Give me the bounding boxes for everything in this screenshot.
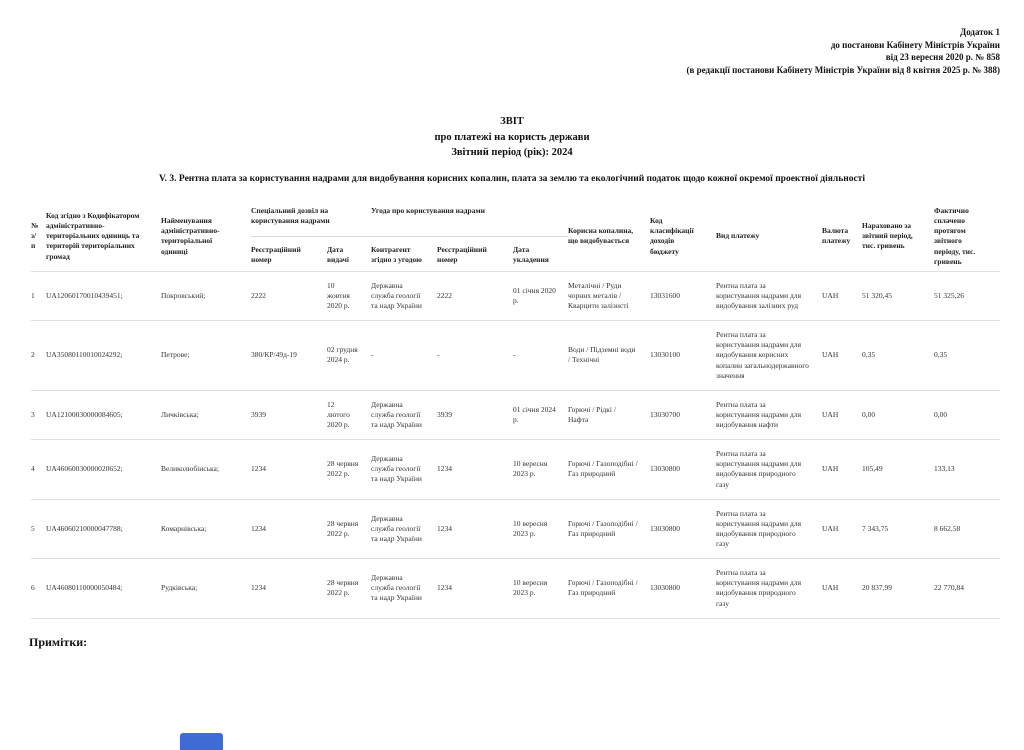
- cell-agr-reg: 1234: [437, 499, 513, 559]
- cell-accrued: 51 320,45: [862, 271, 934, 320]
- cell-mineral: Горючі / Газоподібні / Газ природний: [568, 559, 650, 619]
- appendix-line: від 23 вересня 2020 р. № 858: [885, 52, 1000, 63]
- cell-mineral: Горючі / Рідкі / Нафта: [568, 390, 650, 439]
- cell-accrued: 7 343,75: [862, 499, 934, 559]
- cell-permit-reg: 3939: [251, 390, 327, 439]
- cell-kat-code: UA46060030000020652;: [46, 440, 161, 500]
- col-header-agr-party: Контрагент згідно з угодою: [371, 245, 422, 265]
- cell-num: 3: [31, 390, 46, 439]
- cell-payment-type: Рентна плата за користування надрами для видобування нафти: [716, 390, 822, 439]
- cell-admin-name: Личківська;: [161, 390, 251, 439]
- cell-permit-reg: 1234: [251, 440, 327, 500]
- cell-budget-code: 13030100: [650, 321, 716, 391]
- cell-budget-code: 13030800: [650, 499, 716, 559]
- cell-agr-party: Державна служба геології та надр України: [371, 390, 437, 439]
- cell-payment-type: Рентна плата за користування надрами для видобування залізних руд: [716, 271, 822, 320]
- table-row: [31, 440, 1000, 500]
- cell-kat-code: UA12100030000084605;: [46, 390, 161, 439]
- cell-kat-code: UA46060210000047788;: [46, 499, 161, 559]
- col-header-permit-reg: Реєстраційний номер: [251, 245, 301, 265]
- cell-agr-date: 10 вересня 2023 р.: [513, 499, 568, 559]
- cell-budget-code: 13030800: [650, 440, 716, 500]
- table-row: [31, 499, 1000, 559]
- cell-agr-reg: 2222: [437, 271, 513, 320]
- cell-mineral: Металічні / Руди чорних металів / Кварцити залізисті: [568, 271, 650, 320]
- cell-mineral: Горючі / Газоподібні / Газ природний: [568, 440, 650, 500]
- cell-agr-reg: 1234: [437, 440, 513, 500]
- cell-kat-code: UA12060170010439451;: [46, 271, 161, 320]
- appendix-block: [0, 26, 1000, 76]
- cell-permit-reg: 1234: [251, 499, 327, 559]
- table-body: [31, 271, 1000, 618]
- cell-agr-party: Державна служба геології та надр України: [371, 271, 437, 320]
- col-header-admin-name: Найменування адміністративно-територіальної одиниці: [161, 216, 220, 256]
- cell-accrued: 20 837,99: [862, 559, 934, 619]
- cell-agr-party: Державна служба геології та надр України: [371, 440, 437, 500]
- cell-kat-code: UA46080110000050484;: [46, 559, 161, 619]
- cell-agr-date: 01 січня 2020 р.: [513, 271, 568, 320]
- cell-admin-name: Покровський;: [161, 271, 251, 320]
- cell-agr-date: 10 вересня 2023 р.: [513, 559, 568, 619]
- cell-admin-name: Рудківська;: [161, 559, 251, 619]
- cell-accrued: 0,00: [862, 390, 934, 439]
- cell-paid: 133,13: [934, 440, 1000, 500]
- cell-budget-code: 13031600: [650, 271, 716, 320]
- table-row: [31, 559, 1000, 619]
- col-header-accrued: Нараховано за звітний період, тис. гривень: [862, 221, 913, 251]
- cell-num: 5: [31, 499, 46, 559]
- table-row: [31, 321, 1000, 391]
- col-header-agr-reg: Реєстраційний номер: [437, 245, 487, 265]
- table-row: [31, 390, 1000, 439]
- cell-admin-name: Комарнівська;: [161, 499, 251, 559]
- cell-permit-reg: 1234: [251, 559, 327, 619]
- cell-admin-name: Великолюбінська;: [161, 440, 251, 500]
- cell-paid: 0,35: [934, 321, 1000, 391]
- cell-admin-name: Петрове;: [161, 321, 251, 391]
- cell-paid: 22 770,84: [934, 559, 1000, 619]
- cell-agr-reg: -: [437, 321, 513, 391]
- report-title-line: Звітний період (рік): 2024: [451, 146, 573, 158]
- cell-agr-reg: 3939: [437, 390, 513, 439]
- cell-num: 6: [31, 559, 46, 619]
- cell-currency: UAH: [822, 321, 862, 391]
- bottom-blue-artifact[interactable]: [180, 733, 223, 750]
- cell-num: 1: [31, 271, 46, 320]
- appendix-line: до постанови Кабінету Міністрів України: [830, 39, 1000, 50]
- cell-agr-party: Державна служба геології та надр України: [371, 499, 437, 559]
- appendix-line: (в редакції постанови Кабінету Міністрів України від 8 квітня 2025 р. № 388): [686, 64, 1000, 75]
- cell-budget-code: 13030700: [650, 390, 716, 439]
- cell-currency: UAH: [822, 390, 862, 439]
- col-group-permit: Спеціальний дозвіл на користування надрами: [251, 202, 371, 236]
- report-title: [0, 114, 1024, 160]
- report-title-line: про платежі на користь держави: [434, 131, 590, 143]
- col-header-currency: Валюта платежу: [822, 226, 851, 246]
- cell-num: 4: [31, 440, 46, 500]
- cell-budget-code: 13030800: [650, 559, 716, 619]
- payments-table: [31, 202, 1000, 619]
- cell-currency: UAH: [822, 271, 862, 320]
- cell-agr-date: 10 вересня 2023 р.: [513, 440, 568, 500]
- section-heading: V. 3. Рентна плата за користування надрами для видобування корисних копалин, плата за землю та екологічний податок щодо кожної окремої проектної діяльності: [159, 174, 865, 185]
- cell-currency: UAH: [822, 440, 862, 500]
- cell-permit-reg: 2222: [251, 271, 327, 320]
- col-header-budget-code: Код класифікації доходів бюджету: [650, 216, 694, 256]
- cell-payment-type: Рентна плата за користування надрами для видобування природного газу: [716, 559, 822, 619]
- cell-permit-date: 10 жовтня 2020 р.: [327, 271, 371, 320]
- report-title-line: ЗВІТ: [500, 116, 524, 128]
- col-header-mineral: Корисна копалина, що видобувається: [568, 226, 634, 246]
- cell-permit-date: 12 лютого 2020 р.: [327, 390, 371, 439]
- cell-mineral: Горючі / Газоподібні / Газ природний: [568, 499, 650, 559]
- cell-agr-date: 01 січня 2024 р.: [513, 390, 568, 439]
- cell-permit-date: 02 грудня 2024 р.: [327, 321, 371, 391]
- cell-payment-type: Рентна плата за користування надрами для видобування корисних копалин загальнодержавного значення: [716, 321, 822, 391]
- cell-agr-party: Державна служба геології та надр України: [371, 559, 437, 619]
- col-header-agr-date: Дата укладення: [513, 245, 549, 265]
- cell-paid: 0,00: [934, 390, 1000, 439]
- cell-currency: UAH: [822, 499, 862, 559]
- table-header: [31, 202, 1000, 271]
- cell-accrued: 105,49: [862, 440, 934, 500]
- cell-permit-date: 28 червня 2022 р.: [327, 559, 371, 619]
- notes-label: Примітки:: [29, 634, 88, 649]
- col-header-num: № з/п: [31, 221, 39, 251]
- cell-num: 2: [31, 321, 46, 391]
- cell-agr-date: -: [513, 321, 568, 391]
- cell-permit-reg: 380/КР/49д-19: [251, 321, 327, 391]
- cell-paid: 51 325,26: [934, 271, 1000, 320]
- cell-permit-date: 28 червня 2022 р.: [327, 440, 371, 500]
- cell-permit-date: 28 червня 2022 р.: [327, 499, 371, 559]
- cell-mineral: Води / Підземні води / Технічні: [568, 321, 650, 391]
- cell-payment-type: Рентна плата за користування надрами для видобування природного газу: [716, 499, 822, 559]
- appendix-line: Додаток 1: [960, 27, 1000, 37]
- cell-accrued: 0,35: [862, 321, 934, 391]
- cell-payment-type: Рентна плата за користування надрами для видобування природного газу: [716, 440, 822, 500]
- col-header-kat-code: Код згідно з Кодифікатором адміністративно-територіальних одиниць та територій територіальних громад: [46, 211, 140, 261]
- table-row: [31, 271, 1000, 320]
- cell-agr-reg: 1234: [437, 559, 513, 619]
- col-header-permit-date: Дата видачі: [327, 245, 349, 265]
- cell-agr-party: -: [371, 321, 437, 391]
- cell-paid: 8 662,58: [934, 499, 1000, 559]
- col-group-agreement: Угода про користування надрами: [371, 202, 568, 236]
- cell-kat-code: UA35080110010024292;: [46, 321, 161, 391]
- cell-currency: UAH: [822, 559, 862, 619]
- col-header-payment-type: Вид платежу: [716, 231, 760, 241]
- col-header-paid: Фактично сплачено протягом звітного періоду, тис. гривень: [934, 206, 976, 266]
